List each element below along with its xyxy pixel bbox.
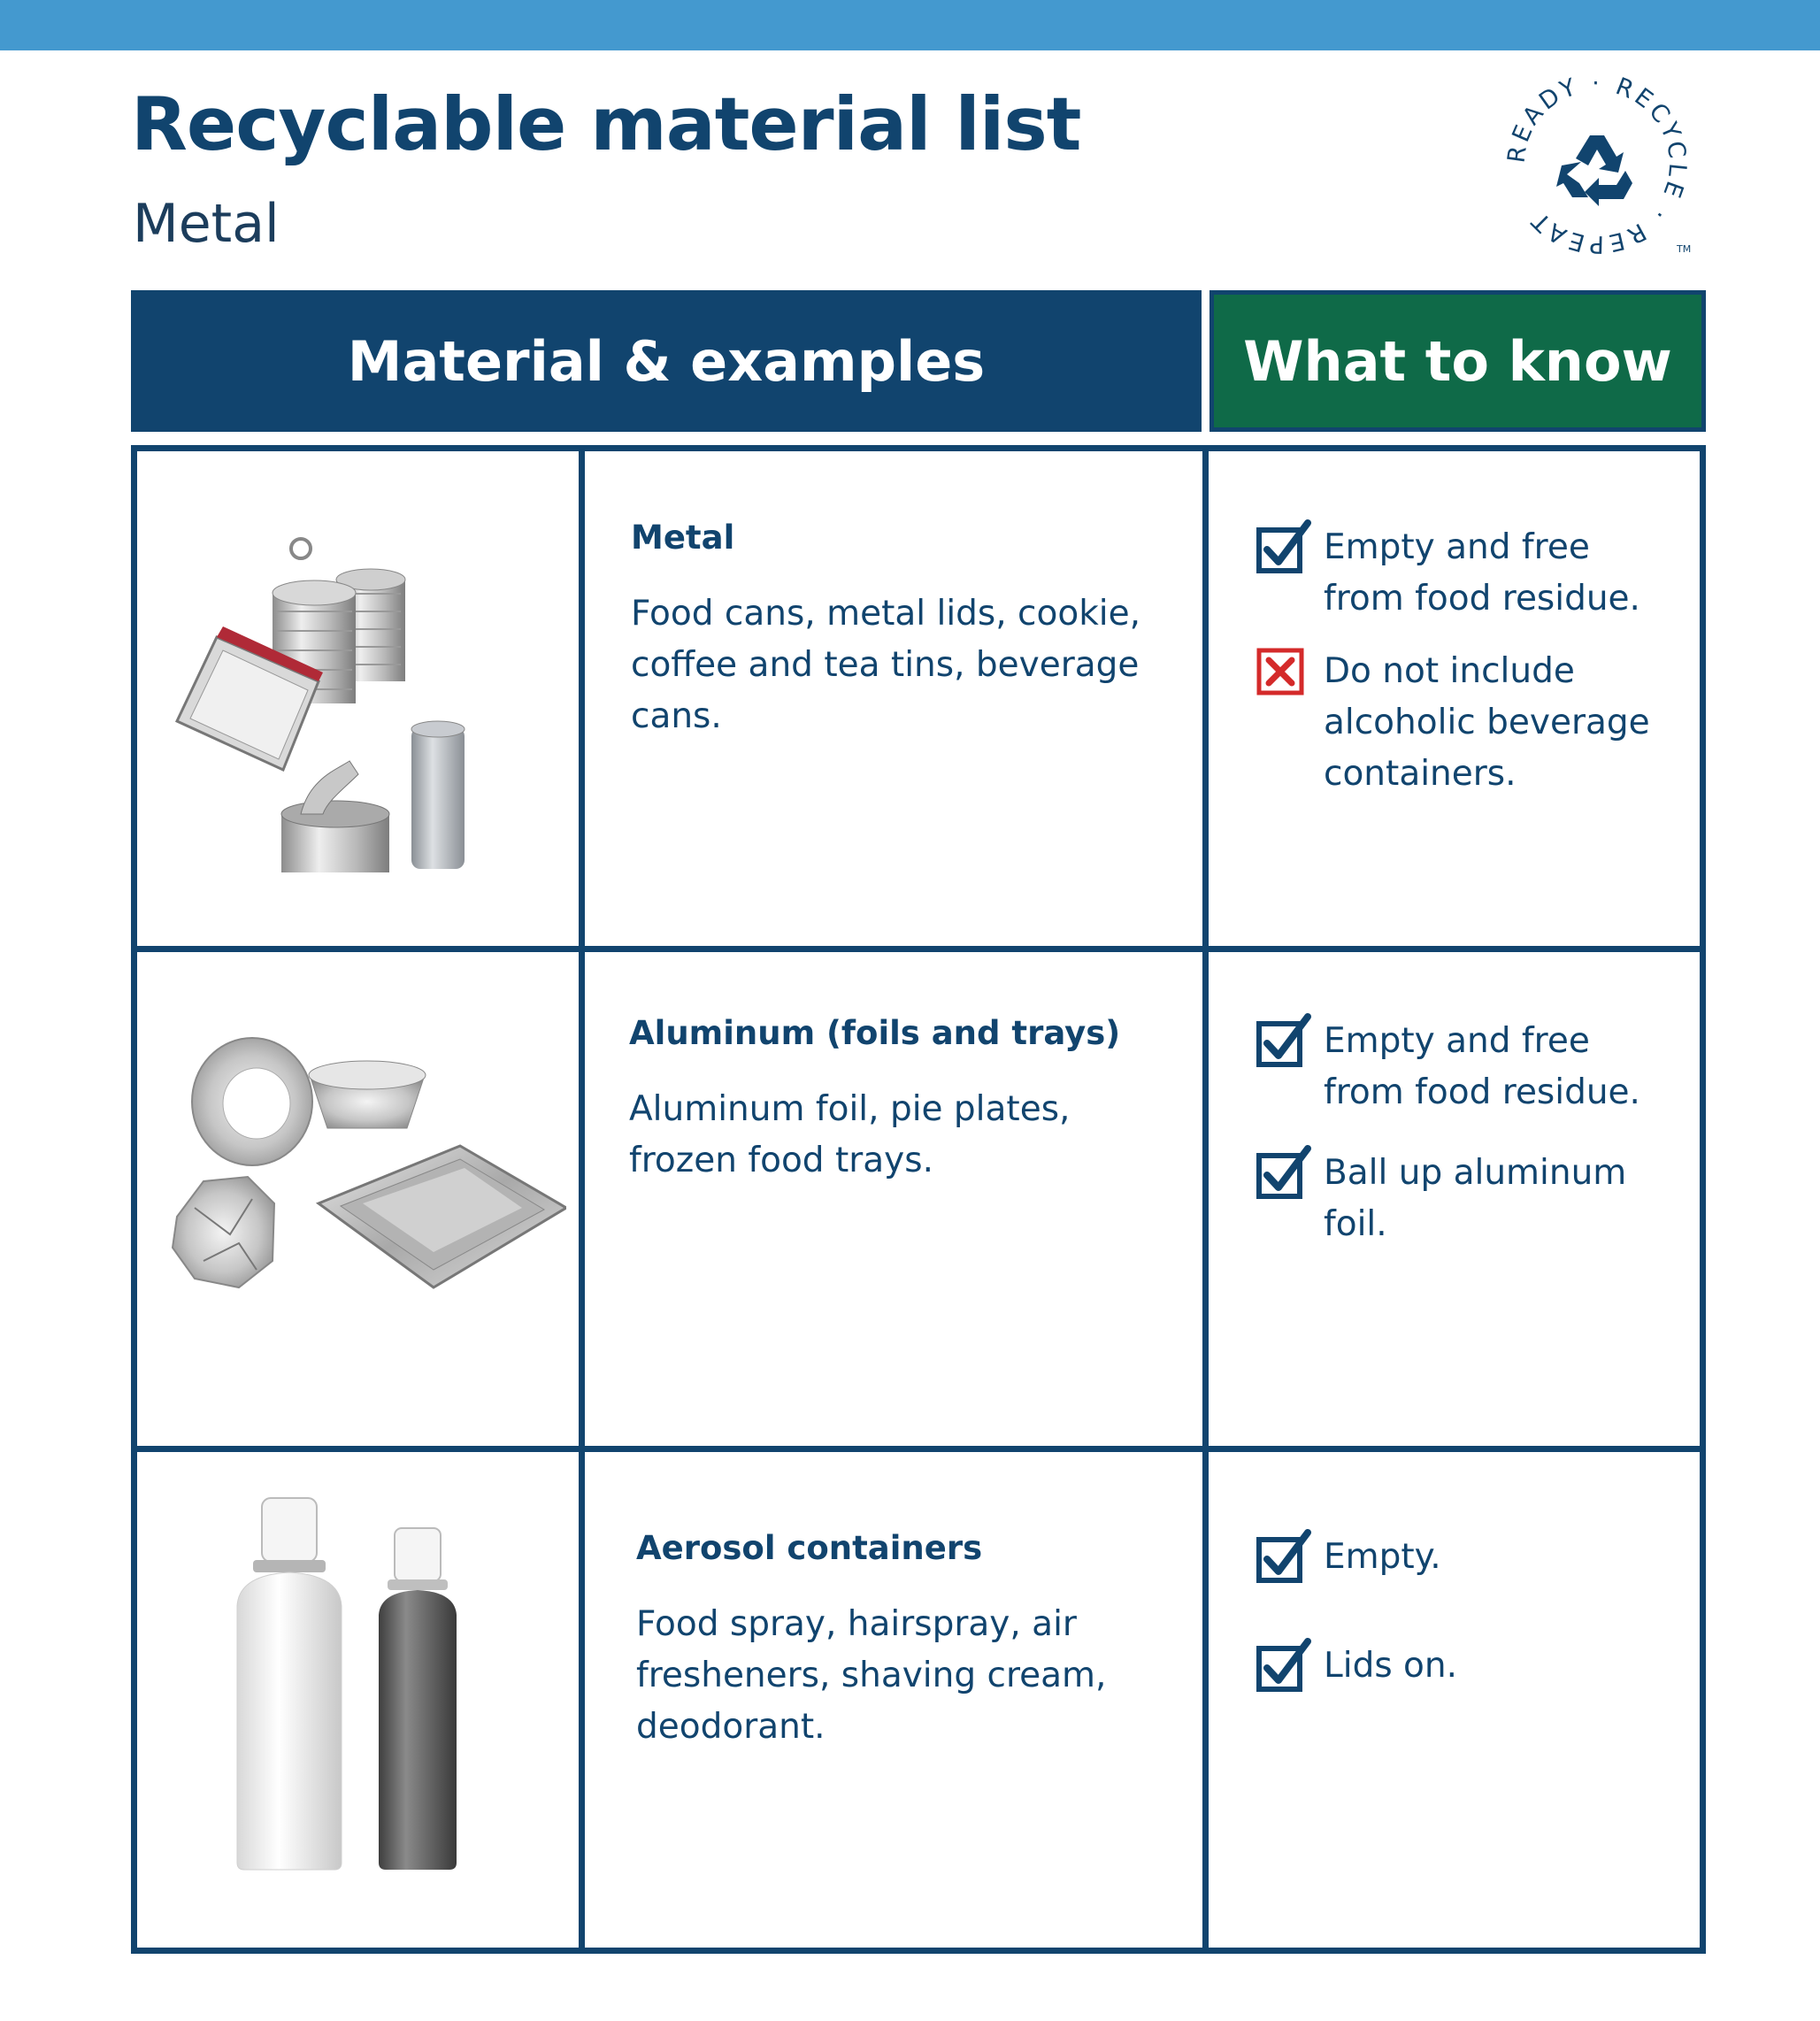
tip-text: Lids on. bbox=[1324, 1646, 1458, 1686]
material-name: Aerosol containers bbox=[636, 1529, 983, 1567]
checkbox-checked-icon bbox=[1255, 1143, 1313, 1202]
tip-item bbox=[1255, 1016, 1670, 1118]
material-cell bbox=[629, 1013, 1151, 1187]
tip-text: Empty and free from food residue. bbox=[1324, 527, 1640, 619]
material-name: Metal bbox=[631, 519, 735, 557]
tip-text: Ball up aluminum foil. bbox=[1324, 1153, 1627, 1244]
table-divider bbox=[1202, 445, 1209, 1954]
column-header-what-to-know: What to know bbox=[1209, 290, 1706, 432]
checkbox-crossed-icon bbox=[1255, 642, 1313, 700]
logo-ring-text: READY · RECYCLE · REPEAT bbox=[1502, 69, 1692, 258]
tip-item bbox=[1255, 1641, 1670, 1694]
material-name: Aluminum (foils and trays) bbox=[629, 1014, 1121, 1052]
checkbox-checked-icon bbox=[1255, 1011, 1313, 1070]
logo-trademark: TM bbox=[1677, 243, 1692, 255]
page-title: Recyclable material list bbox=[131, 81, 1081, 167]
material-description: Food spray, hairspray, air fresheners, shaving cream, deodorant. bbox=[636, 1604, 1107, 1747]
tip-item bbox=[1255, 522, 1670, 625]
top-accent-bar bbox=[0, 0, 1820, 50]
table-divider bbox=[579, 445, 585, 1954]
material-cell bbox=[636, 1528, 1158, 1753]
checkbox-checked-icon bbox=[1255, 1527, 1313, 1586]
table-divider bbox=[131, 1446, 1706, 1452]
tip-item bbox=[1255, 1532, 1670, 1586]
material-description: Aluminum foil, pie plates, frozen food trays. bbox=[629, 1089, 1071, 1180]
page-subtitle: Metal bbox=[133, 193, 280, 255]
aluminum-trays-image bbox=[168, 1031, 566, 1332]
aerosol-cans-image bbox=[221, 1491, 478, 1871]
tip-text: Empty and free from food residue. bbox=[1324, 1021, 1640, 1112]
tip-text: Do not include alcoholic beverage containers. bbox=[1324, 651, 1650, 794]
material-description: Food cans, metal lids, cookie, coffee and tea tins, beverage cans. bbox=[631, 594, 1141, 736]
recycle-icon bbox=[1556, 135, 1632, 206]
tip-text: Empty. bbox=[1324, 1537, 1441, 1577]
checkbox-checked-icon bbox=[1255, 1636, 1313, 1694]
checkbox-checked-icon bbox=[1255, 518, 1313, 576]
table-divider bbox=[131, 946, 1706, 952]
tip-item bbox=[1255, 1148, 1670, 1250]
ready-recycle-repeat-logo bbox=[1495, 62, 1699, 265]
svg-text:READY · RECYCLE · REPEAT bbox=[1502, 70, 1691, 257]
metal-cans-image bbox=[168, 522, 513, 903]
material-cell bbox=[631, 518, 1153, 742]
column-header-material: Material & examples bbox=[131, 290, 1202, 432]
tip-item bbox=[1255, 646, 1670, 800]
